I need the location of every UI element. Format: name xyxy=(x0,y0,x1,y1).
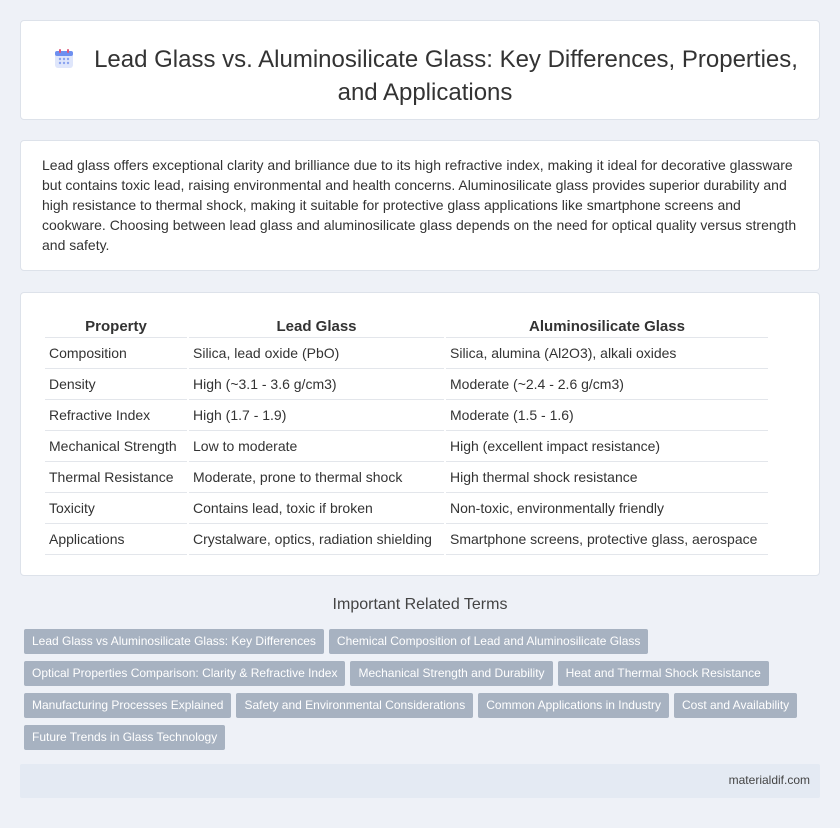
related-tag-applications[interactable]: Common Applications in Industry xyxy=(478,693,669,718)
cell-aluminosilicate: Silica, alumina (Al2O3), alkali oxides xyxy=(446,338,768,369)
related-tag-optical-properties[interactable]: Optical Properties Comparison: Clarity & Refractive Index xyxy=(24,661,345,686)
calendar-icon xyxy=(52,47,76,71)
page-title: Lead Glass vs. Aluminosilicate Glass: Key Differences, Properties, and Applications xyxy=(94,46,798,106)
cell-aluminosilicate: Smartphone screens, protective glass, aerospace xyxy=(446,524,768,555)
intro-paragraph: Lead glass offers exceptional clarity and brilliance due to its high refractive index, making it ideal for decorative glassware but contains toxic lead, raising environmental and health concerns. Aluminosilicate glass provides superior durability and high resistance to thermal shock, making it suitable for protective glass applications like smartphone screens and cookware. Choosing between lead glass and aluminosilicate glass depends on the need for optical quality versus strength and safety. xyxy=(42,157,797,253)
table-row xyxy=(45,400,768,431)
related-tag-mechanical-strength[interactable]: Mechanical Strength and Durability xyxy=(350,661,552,686)
header-lead-glass: Lead Glass xyxy=(189,314,444,338)
related-tag-manufacturing[interactable]: Manufacturing Processes Explained xyxy=(24,693,231,718)
comparison-table xyxy=(43,314,770,555)
header-card xyxy=(20,20,820,120)
table-header-row xyxy=(45,314,768,338)
related-tag-chemical-composition[interactable]: Chemical Composition of Lead and Aluminosilicate Glass xyxy=(329,629,649,654)
cell-property: Thermal Resistance xyxy=(45,462,187,493)
related-tag-key-differences[interactable]: Lead Glass vs Aluminosilicate Glass: Key Differences xyxy=(24,629,324,654)
cell-lead: High (~3.1 - 3.6 g/cm3) xyxy=(189,369,444,400)
cell-property: Composition xyxy=(45,338,187,369)
cell-lead: Contains lead, toxic if broken xyxy=(189,493,444,524)
cell-aluminosilicate: Moderate (~2.4 - 2.6 g/cm3) xyxy=(446,369,768,400)
cell-lead: Low to moderate xyxy=(189,431,444,462)
intro-card xyxy=(20,140,820,271)
cell-aluminosilicate: High (excellent impact resistance) xyxy=(446,431,768,462)
table-row xyxy=(45,493,768,524)
related-tag-future-trends[interactable]: Future Trends in Glass Technology xyxy=(24,725,225,750)
cell-lead: High (1.7 - 1.9) xyxy=(189,400,444,431)
cell-lead: Moderate, prone to thermal shock xyxy=(189,462,444,493)
header-aluminosilicate-glass: Aluminosilicate Glass xyxy=(446,314,768,338)
related-tag-cost[interactable]: Cost and Availability xyxy=(674,693,797,718)
related-terms-heading: Important Related Terms xyxy=(332,596,508,613)
table-row xyxy=(45,462,768,493)
cell-aluminosilicate: Moderate (1.5 - 1.6) xyxy=(446,400,768,431)
table-row xyxy=(45,369,768,400)
table-row xyxy=(45,524,768,555)
cell-lead: Silica, lead oxide (PbO) xyxy=(189,338,444,369)
footer-site-link[interactable]: materialdif.com xyxy=(728,773,810,787)
cell-lead: Crystalware, optics, radiation shielding xyxy=(189,524,444,555)
related-tag-safety[interactable]: Safety and Environmental Considerations xyxy=(236,693,473,718)
related-terms-list xyxy=(24,629,814,757)
related-tag-thermal-shock[interactable]: Heat and Thermal Shock Resistance xyxy=(558,661,769,686)
header-property: Property xyxy=(45,314,187,338)
cell-property: Applications xyxy=(45,524,187,555)
cell-property: Toxicity xyxy=(45,493,187,524)
footer xyxy=(20,764,820,798)
cell-property: Density xyxy=(45,369,187,400)
cell-aluminosilicate: High thermal shock resistance xyxy=(446,462,768,493)
title-wrap xyxy=(51,43,799,109)
comparison-card xyxy=(20,292,820,576)
cell-property: Refractive Index xyxy=(45,400,187,431)
table-row xyxy=(45,338,768,369)
table-row xyxy=(45,431,768,462)
cell-aluminosilicate: Non-toxic, environmentally friendly xyxy=(446,493,768,524)
cell-property: Mechanical Strength xyxy=(45,431,187,462)
